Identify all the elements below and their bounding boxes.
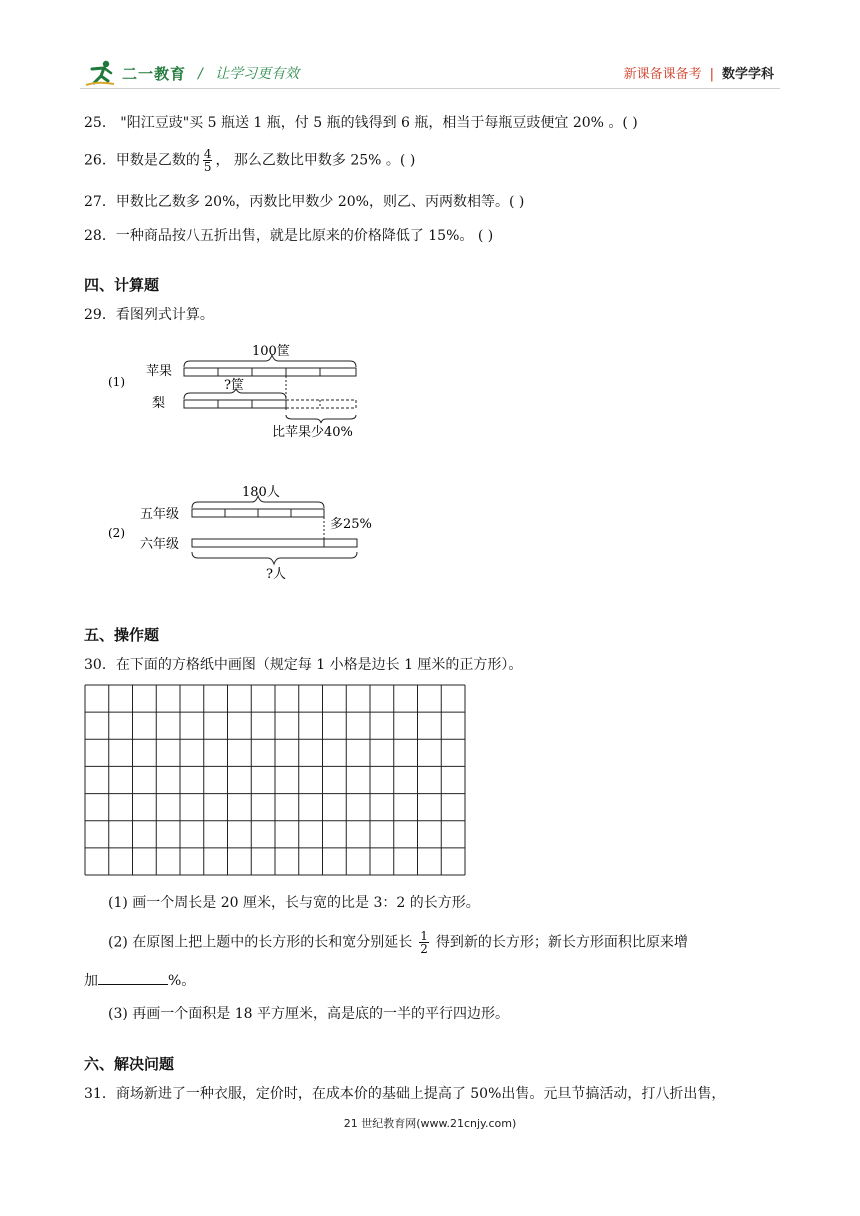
logo-text: 二一教育 <box>122 64 187 83</box>
fig1-pear-bar <box>184 400 286 408</box>
q26-post: ， 那么乙数比甲数多 25% 。( ) <box>215 152 416 169</box>
section-problem-solving: 六、解决问题 <box>84 1055 175 1073</box>
q26-denominator: 5 <box>203 160 212 174</box>
q30-sub1: (1) 画一个周长是 20 厘米，长与宽的比是 3：2 的长方形。 <box>108 895 480 911</box>
running-man-icon <box>84 59 118 87</box>
fig1-pear-label: 梨 <box>152 396 166 411</box>
question-26 <box>84 148 415 173</box>
header-divider <box>80 88 780 89</box>
q30-fraction <box>419 930 429 955</box>
fig1-less-brace <box>286 415 356 423</box>
fig2-unknown-brace <box>192 552 357 564</box>
fig1-label: (1) <box>108 375 125 389</box>
fig1-unknown-label: ?筐 <box>224 378 244 393</box>
fig1-unknown-brace <box>184 389 286 399</box>
q26-pre: 26．甲数是乙数的 <box>84 152 200 169</box>
header-right <box>624 63 774 82</box>
figure-2 <box>100 478 400 588</box>
page-footer: 21 世纪教育网(www.21cnjy.com) <box>343 1117 517 1130</box>
q30-sub2-pre: (2) 在原图上把上题中的长方形的长和宽分别延长 <box>108 934 413 951</box>
header-separator: | <box>709 67 714 82</box>
fig2-total-label: 180人 <box>242 485 280 500</box>
question-28: 28．一种商品按八五折出售，就是比原来的价格降低了 15%。 ( ) <box>84 228 494 244</box>
grid-paper[interactable] <box>84 684 468 876</box>
question-31: 31．商场新进了一种衣服，定价时，在成本价的基础上提高了 50%出售。元旦节搞活动，打八折出售， <box>84 1086 726 1102</box>
header-course: 新课备课备考 <box>623 67 702 82</box>
fig1-note: 比苹果少40% <box>272 425 353 440</box>
fig2-unknown-label: ?人 <box>266 567 286 582</box>
figure-1 <box>100 335 400 445</box>
fig2-grade6-bar <box>192 539 357 547</box>
fig2-label: (2) <box>108 526 125 540</box>
q26-numerator: 4 <box>203 147 212 161</box>
question-29: 29．看图列式计算。 <box>84 307 214 323</box>
q30-denominator: 2 <box>420 942 428 956</box>
header-subject: 数学学科 <box>721 67 774 82</box>
q30-sub2-post: 得到新的长方形；新长方形面积比原来增 <box>435 934 688 951</box>
q26-fraction <box>203 148 213 173</box>
question-25: 25． "阳江豆豉"买 5 瓶送 1 瓶，付 5 瓶的钱得到 6 瓶，相当于每瓶豆豉便宜 20% 。( ) <box>84 115 638 131</box>
fig2-grade5-label: 五年级 <box>140 507 180 522</box>
fig1-total-label: 100筐 <box>252 344 290 359</box>
slogan-text: 让学习更有效 <box>215 66 300 82</box>
fig1-less-bar <box>286 400 356 408</box>
section-calculation: 四、计算题 <box>84 276 160 294</box>
header-slogan <box>198 63 299 83</box>
fig1-apple-bar <box>184 368 356 376</box>
question-30: 30．在下面的方格纸中画图（规定每 1 小格是边长 1 厘米的正方形）。 <box>84 657 523 673</box>
logo <box>84 58 186 88</box>
q30-sub2 <box>108 930 688 955</box>
q30-sub2-line2 <box>84 970 195 990</box>
fig2-grade6-label: 六年级 <box>140 537 180 552</box>
section-operation: 五、操作题 <box>84 626 160 644</box>
answer-blank[interactable] <box>98 972 168 985</box>
q30-numerator: 1 <box>420 929 428 943</box>
question-27: 27．甲数比乙数多 20%，丙数比甲数少 20%，则乙、丙两数相等。( ) <box>84 194 525 210</box>
slogan-separator: / <box>198 66 203 82</box>
q30-sub3: (3) 再画一个面积是 18 平方厘米，高是底的一半的平行四边形。 <box>108 1006 509 1022</box>
fig2-more-label: 多25% <box>330 517 372 532</box>
q30-sub2-line2-pre: 加 <box>84 973 98 989</box>
fig1-apple-label: 苹果 <box>146 364 173 379</box>
q30-sub2-line2-post: %。 <box>168 973 196 989</box>
